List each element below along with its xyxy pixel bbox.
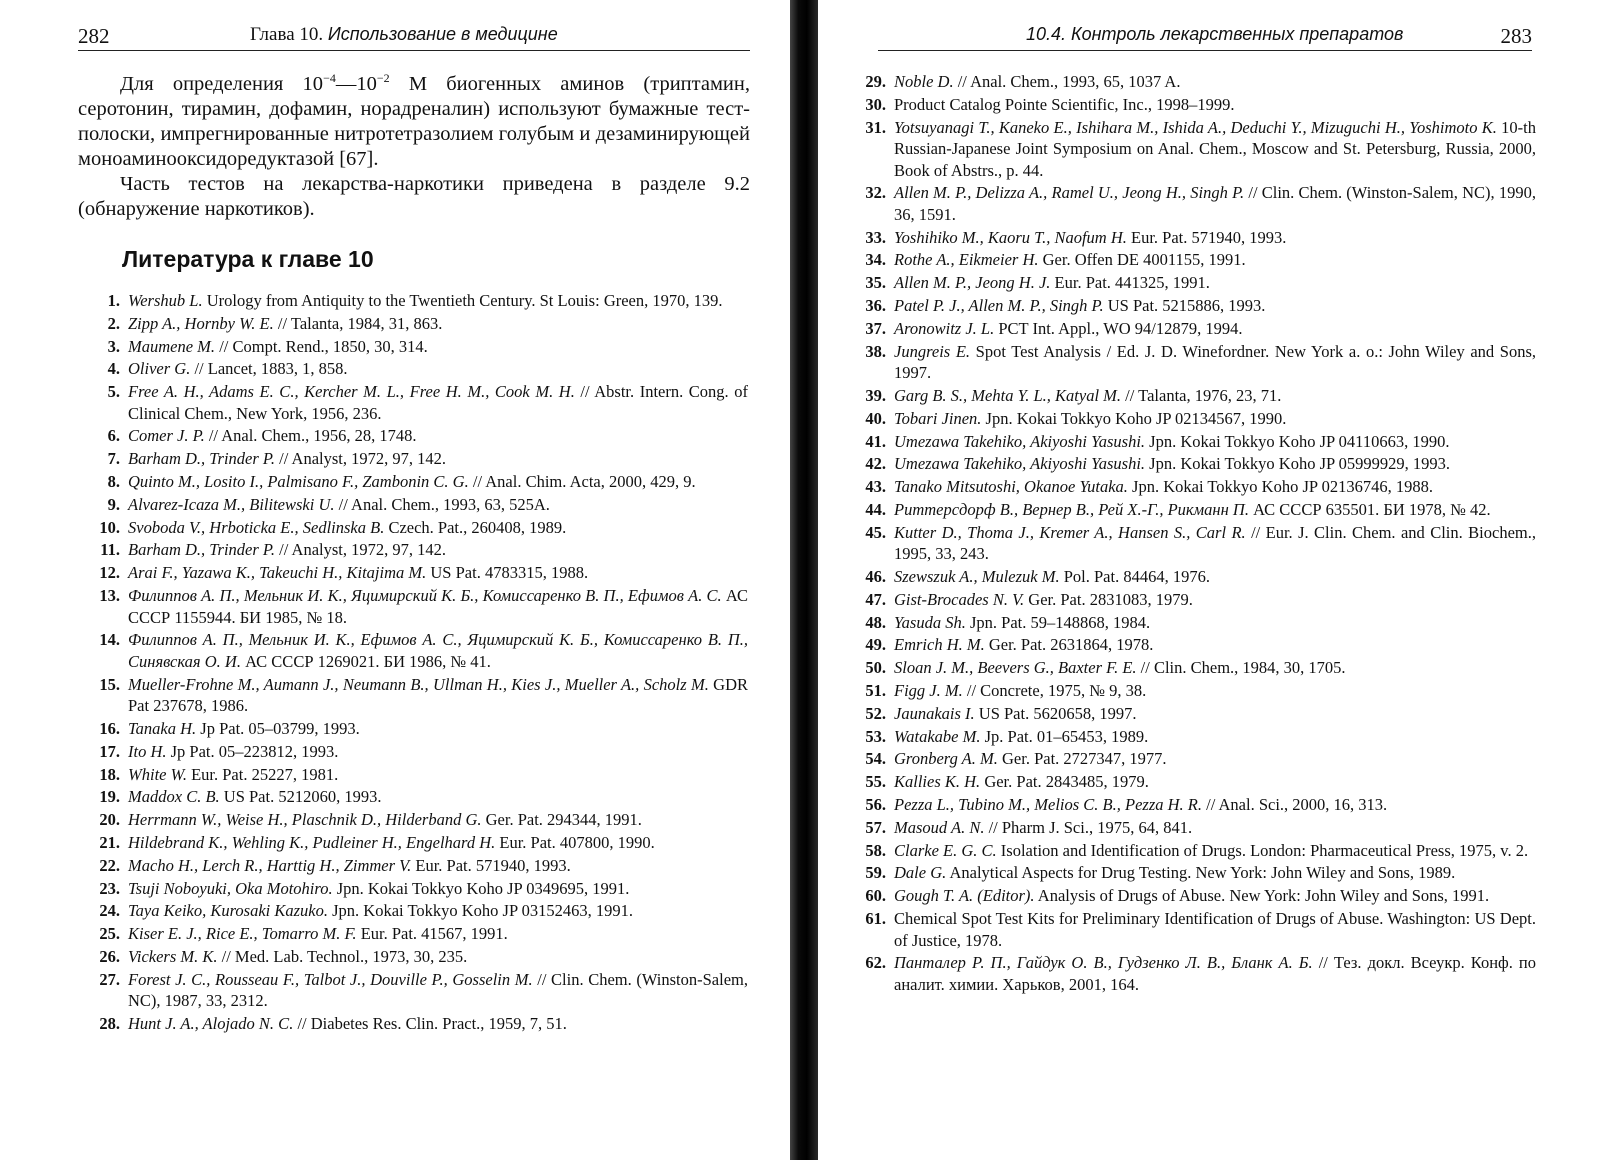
reference-text: Czech. Pat., 260408, 1989. (384, 517, 567, 537)
reference-number: 40. (865, 408, 886, 428)
reference-number: 16. (99, 718, 120, 738)
reference-item (850, 431, 1536, 453)
reference-item (850, 295, 1536, 317)
reference-number: 32. (865, 183, 886, 203)
reference-text: Jpn. Kokai Tokkyo Koho JP 05999929, 1993. (1145, 454, 1451, 474)
reference-authors: Zipp A., Hornby W. E. (128, 313, 274, 333)
reference-number: 24. (99, 901, 120, 921)
reference-number: 17. (99, 741, 120, 761)
reference-text: // Analyst, 1972, 97, 142. (275, 449, 446, 469)
reference-text: Ger. Pat. 2727347, 1977. (997, 749, 1167, 769)
reference-item (850, 657, 1536, 679)
reference-text: // Anal. Sci., 2000, 16, 313. (1202, 795, 1388, 815)
reference-number: 10. (99, 517, 120, 537)
reference-text: Urology from Antiquity to the Twentieth Century. St Louis: Green, 1970, 139. (202, 291, 723, 310)
reference-number: 20. (99, 810, 120, 830)
reference-item (84, 923, 748, 945)
book-gutter (790, 0, 818, 1160)
reference-number: 2. (107, 313, 120, 333)
reference-authors: Maumene M. (128, 336, 216, 356)
reference-number: 7. (107, 449, 120, 469)
reference-authors: Vickers M. K. (128, 946, 218, 966)
reference-item (84, 539, 748, 561)
reference-authors: Панталер Р. П., Гайдук О. В., Гудзенко Л. В., Бланк А. Б. (894, 953, 1313, 973)
reference-text: // Anal. Chem., 1956, 28, 1748. (204, 426, 417, 446)
reference-authors: Taya Keiko, Kurosaki Kazuko. (128, 901, 328, 921)
reference-number: 6. (107, 426, 120, 446)
reference-authors: Риттерсдорф В., Вернер В., Рей Х.-Г., Рикманн П. (894, 499, 1249, 519)
reference-number: 45. (865, 522, 886, 542)
reference-number: 48. (865, 612, 886, 632)
reference-authors: Tanaka H. (128, 718, 197, 738)
running-header (78, 22, 750, 51)
reference-authors: Yotsuyanagi T., Kaneko E., Ishihara M., Ishida A., Deduchi Y., Mizuguchi H., Yoshimoto K. (894, 117, 1497, 137)
reference-text: Jpn. Kokai Tokkyo Koho JP 02136746, 1988. (1127, 477, 1433, 497)
reference-text: Jpn. Pat. 59–148868, 1984. (965, 612, 1151, 632)
reference-authors: Hildebrand K., Wehling K., Pudleiner H., Engelhard H. (128, 832, 496, 852)
reference-authors: Tanako Mitsutoshi, Okanoe Yutaka. (894, 477, 1128, 497)
reference-item (84, 448, 748, 470)
reference-item (850, 589, 1536, 611)
reference-authors: Svoboda V., Hrboticka E., Sedlinska B. (128, 517, 385, 537)
reference-text: Jp Pat. 05–223812, 1993. (166, 741, 339, 761)
reference-item (84, 764, 748, 786)
reference-item (850, 227, 1536, 249)
reference-number: 34. (865, 250, 886, 270)
reference-authors: Gronberg A. M. (894, 749, 998, 769)
reference-authors: Pezza L., Tubino M., Melios C. B., Pezza H. R. (894, 795, 1202, 815)
reference-number: 9. (107, 494, 120, 514)
reference-text: Chemical Spot Test Kits for Preliminary Identification of Drugs of Abuse. Washington: US Dept. of Justice, 1978. (894, 909, 1536, 950)
reference-authors: Patel P. J., Allen M. P., Singh P. (894, 296, 1104, 316)
reference-item (84, 562, 748, 584)
reference-authors: Barham D., Trinder P. (128, 540, 276, 560)
text-run: М биогенных аминов (триптамин, серотонин, тирамин, дофамин, норадреналин) используют бумажные тест-полоски, импрегнированные нитротетразолием голубым и дезаминирующей моноаминооксидоредуктазой [67]. (78, 73, 750, 170)
reference-item (84, 494, 748, 516)
reference-text: Jpn. Kokai Tokkyo Koho JP 04110663, 1990. (1145, 431, 1450, 451)
text-run: —10 (335, 73, 377, 95)
reference-text: АС СССР 1269021. БИ 1986, № 41. (240, 651, 491, 671)
reference-text: // Talanta, 1976, 23, 71. (1121, 385, 1282, 405)
reference-text: 10-th Russian-Japanese Joint Symposium on Anal. Chem., Moscow and St. Petersburg, Russia, 2000, Book of Abstrs., p. 44. (894, 117, 1536, 180)
reference-number: 33. (865, 227, 886, 247)
reference-text: // Eur. J. Clin. Chem. and Clin. Biochem., 1995, 33, 243. (894, 522, 1536, 564)
reference-authors: Mueller-Frohne M., Aumann J., Neumann B., Ullman H., Kies J., Mueller A., Scholz M. (128, 674, 709, 694)
reference-text: // Diabetes Res. Clin. Pract., 1959, 7, 51. (293, 1014, 567, 1034)
reference-text: Eur. Pat. 441325, 1991. (1050, 273, 1210, 293)
reference-number: 3. (107, 336, 120, 356)
reference-item (84, 336, 748, 358)
reference-number: 29. (865, 72, 886, 91)
reference-text: // Concrete, 1975, № 9, 38. (962, 681, 1147, 701)
reference-item (84, 585, 748, 628)
reference-number: 27. (99, 969, 120, 989)
reference-text: Isolation and Identification of Drugs. London: Pharmaceutical Press, 1975, v. 2. (996, 840, 1529, 860)
reference-number: 1. (107, 291, 120, 310)
reference-authors: Herrmann W., Weise H., Plaschnik D., Hilderband G. (128, 810, 482, 830)
reference-item (850, 385, 1536, 407)
body-text (78, 72, 750, 222)
reference-text: АС СССР 635501. БИ 1978, № 42. (1248, 499, 1491, 519)
reference-text: Jpn. Kokai Tokkyo Koho JP 0349695, 1991. (332, 878, 630, 898)
reference-text: Pol. Pat. 84464, 1976. (1059, 567, 1210, 587)
reference-item (850, 94, 1536, 116)
reference-item (850, 182, 1536, 225)
reference-text: // Clin. Chem. (Winston-Salem, NC), 1987, 33, 2312. (128, 969, 748, 1011)
reference-item (84, 718, 748, 740)
reference-item (850, 249, 1536, 271)
reference-authors: Yasuda Sh. (894, 612, 966, 632)
page-number: 282 (78, 24, 110, 48)
reference-item (850, 341, 1536, 384)
reference-number: 18. (99, 764, 120, 784)
reference-number: 46. (865, 567, 886, 587)
reference-authors: Figg J. M. (894, 681, 963, 701)
reference-number: 31. (865, 117, 886, 137)
reference-number: 43. (865, 477, 886, 497)
reference-authors: Allen M. P., Jeong H. J. (894, 273, 1051, 293)
reference-number: 4. (107, 359, 120, 379)
reference-item (84, 1013, 748, 1035)
reference-authors: Comer J. P. (128, 426, 205, 446)
reference-text: // Compt. Rend., 1850, 30, 314. (215, 336, 428, 356)
running-head (250, 24, 558, 46)
chapter-heading: Литература к главе 10 (122, 246, 374, 272)
text-run: Для определения 10 (120, 73, 324, 95)
reference-authors: Jungreis E. (894, 341, 971, 361)
reference-item (850, 272, 1536, 294)
reference-item (84, 946, 748, 968)
reference-item (84, 425, 748, 447)
reference-text: Spot Test Analysis / Ed. J. D. Winefordner. New York a. o.: John Wiley and Sons, 1997. (894, 341, 1536, 383)
reference-item (84, 809, 748, 831)
page-number: 283 (1500, 24, 1532, 48)
reference-authors: Oliver G. (128, 359, 191, 379)
reference-text: // Clin. Chem. (Winston-Salem, NC), 1990, 36, 1591. (894, 183, 1536, 224)
reference-item (84, 358, 748, 380)
reference-text: Eur. Pat. 571940, 1993. (411, 855, 571, 875)
reference-item (84, 629, 748, 672)
reference-authors: Allen M. P., Delizza A., Ramel U., Jeong H., Singh P. (894, 183, 1245, 203)
reference-number: 23. (99, 878, 120, 898)
reference-item (850, 612, 1536, 634)
reference-number: 8. (107, 472, 120, 492)
reference-authors: Quinto M., Losito I., Palmisano F., Zambonin C. G. (128, 472, 469, 492)
reference-number: 5. (107, 382, 120, 402)
reference-number: 54. (865, 749, 886, 769)
reference-authors: Forest J. C., Rousseau F., Talbot J., Douville P., Gosselin M. (128, 969, 533, 989)
reference-item (84, 786, 748, 808)
reference-item (84, 381, 748, 424)
reference-text: // Lancet, 1883, 1, 858. (190, 359, 348, 379)
reference-number: 38. (865, 341, 886, 361)
reference-authors: Umezawa Takehiko, Akiyoshi Yasushi. (894, 454, 1146, 474)
reference-authors: Aronowitz J. L. (894, 318, 995, 338)
exponent: −4 (323, 71, 336, 86)
reference-text: US Pat. 5212060, 1993. (219, 787, 382, 807)
reference-item (850, 71, 1536, 93)
paragraph (78, 72, 750, 172)
reference-authors: Kutter D., Thoma J., Kremer A., Hansen S., Carl R. (894, 522, 1246, 542)
reference-number: 12. (99, 563, 120, 583)
reference-number: 55. (865, 772, 886, 792)
reference-text: US Pat. 4783315, 1988. (426, 563, 589, 583)
reference-item (84, 855, 748, 877)
reference-item (850, 840, 1536, 862)
reference-number: 14. (99, 630, 120, 650)
reference-authors: Rothe A., Eikmeier H. (894, 250, 1039, 270)
reference-authors: Masoud A. N. (894, 817, 985, 837)
reference-text: // Analyst, 1972, 97, 142. (275, 540, 446, 560)
reference-text: Ger. Offen DE 4001155, 1991. (1038, 250, 1246, 270)
reference-item (850, 794, 1536, 816)
reference-authors: Kiser E. J., Rice E., Tomarro M. F. (128, 924, 357, 944)
reference-item (84, 969, 748, 1012)
reference-authors: Gough T. A. (Editor). (894, 886, 1035, 906)
reference-item (850, 318, 1536, 340)
reference-text: // Pharm J. Sci., 1975, 64, 841. (984, 817, 1193, 837)
reference-text: US Pat. 5620658, 1997. (974, 703, 1137, 723)
right-page (818, 0, 1600, 1160)
reference-authors: White W. (128, 764, 187, 784)
reference-authors: Gist-Brocades N. V. (894, 589, 1025, 609)
reference-number: 57. (865, 817, 886, 837)
reference-text: Jpn. Kokai Tokkyo Koho JP 02134567, 1990. (981, 408, 1287, 428)
reference-text: Ger. Pat. 2631864, 1978. (984, 635, 1154, 655)
reference-text: // Clin. Chem., 1984, 30, 1705. (1136, 658, 1346, 678)
exponent: −2 (376, 71, 390, 86)
reference-authors: Barham D., Trinder P. (128, 449, 276, 469)
reference-number: 28. (99, 1014, 120, 1034)
reference-item (850, 862, 1536, 884)
reference-item (850, 453, 1536, 475)
left-page (0, 0, 790, 1160)
reference-authors: Филиппов А. П., Мельник И. К., Яцимирский К. Б., Комиссаренко В. П., Ефимов А. С. (128, 586, 722, 606)
reference-text: Ger. Pat. 2843485, 1979. (980, 772, 1149, 792)
reference-authors: Maddox C. B. (128, 787, 220, 807)
reference-text: Eur. Pat. 41567, 1991. (356, 924, 508, 944)
reference-authors: Kallies K. H. (894, 772, 981, 792)
reference-item (850, 680, 1536, 702)
reference-number: 15. (99, 674, 120, 694)
reference-authors: Free A. H., Adams E. C., Kercher M. L., Free H. M., Cook M. H. (128, 382, 575, 402)
reference-number: 52. (865, 703, 886, 723)
reference-authors: Noble D. (894, 72, 954, 91)
reference-number: 13. (99, 586, 120, 606)
reference-number: 25. (99, 924, 120, 944)
reference-item (850, 885, 1536, 907)
reference-number: 47. (865, 589, 886, 609)
reference-authors: Umezawa Takehiko, Akiyoshi Yasushi. (894, 431, 1146, 451)
reference-text: // Anal. Chem., 1993, 65, 1037 A. (953, 72, 1181, 91)
reference-authors: Yoshihiko M., Kaoru T., Naofum H. (894, 227, 1127, 247)
reference-text: Analysis of Drugs of Abuse. New York: John Wiley and Sons, 1991. (1034, 886, 1490, 906)
running-head-prefix: Глава 10. (250, 24, 324, 45)
reference-item (84, 832, 748, 854)
reference-number: 35. (865, 273, 886, 293)
reference-list (84, 290, 748, 1036)
reference-text: Eur. Pat. 407800, 1990. (495, 832, 655, 852)
reference-text: Jpn. Kokai Tokkyo Koho JP 03152463, 1991. (328, 901, 634, 921)
reference-number: 53. (865, 726, 886, 746)
reference-item (84, 900, 748, 922)
reference-item (850, 117, 1536, 182)
reference-number: 37. (865, 318, 886, 338)
reference-item (850, 817, 1536, 839)
running-head-title: Использование в медицине (327, 24, 558, 44)
reference-authors: Филиппов А. П., Мельник И. К., Ефимов А. С., Яцимирский К. Б., Комиссаренко В. П., Синявская О. И. (128, 630, 748, 671)
reference-text: Eur. Pat. 571940, 1993. (1126, 227, 1287, 247)
reference-number: 42. (865, 454, 886, 474)
reference-number: 59. (865, 863, 886, 883)
reference-item (84, 313, 748, 335)
reference-number: 41. (865, 431, 886, 451)
reference-authors: Hunt J. A., Alojado N. C. (128, 1014, 294, 1034)
reference-text: // Talanta, 1984, 31, 863. (273, 313, 443, 333)
reference-number: 36. (865, 296, 886, 316)
reference-text: Eur. Pat. 25227, 1981. (186, 764, 339, 784)
reference-item (850, 566, 1536, 588)
reference-text: Product Catalog Pointe Scientific, Inc., 1998–1999. (894, 94, 1235, 114)
reference-authors: Dale G. (894, 863, 947, 883)
reference-item (84, 741, 748, 763)
reference-number: 39. (865, 385, 886, 405)
reference-number: 11. (100, 540, 120, 560)
running-head-title: 10.4. Контроль лекарственных препаратов (1026, 24, 1404, 44)
reference-text: US Pat. 5215886, 1993. (1103, 296, 1266, 316)
reference-text: PCT Int. Appl., WO 94/12879, 1994. (994, 318, 1243, 338)
reference-text: Jp. Pat. 01–65453, 1989. (980, 726, 1149, 746)
reference-text: // Med. Lab. Technol., 1973, 30, 235. (217, 946, 468, 966)
reference-item (84, 471, 748, 493)
reference-item (850, 703, 1536, 725)
reference-item (850, 748, 1536, 770)
reference-text: // Anal. Chim. Acta, 2000, 429, 9. (468, 472, 696, 492)
reference-number: 50. (865, 658, 886, 678)
reference-authors: Arai F., Yazawa K., Takeuchi H., Kitajima M. (128, 563, 427, 583)
reference-authors: Watakabe M. (894, 726, 981, 746)
reference-list (850, 71, 1536, 997)
reference-text: // Тез. докл. Всеукр. Конф. по аналит. химии. Харьков, 2001, 164. (894, 953, 1536, 994)
reference-item (84, 517, 748, 539)
reference-text: GDR Pat 237678, 1986. (128, 674, 748, 716)
reference-item (850, 476, 1536, 498)
reference-number: 60. (865, 886, 886, 906)
reference-number: 19. (99, 787, 120, 807)
reference-item (84, 878, 748, 900)
reference-number: 62. (865, 953, 886, 973)
reference-item (850, 522, 1536, 565)
reference-text: Ger. Pat. 2831083, 1979. (1024, 589, 1193, 609)
reference-text: АС СССР 1155944. БИ 1985, № 18. (128, 586, 748, 627)
reference-authors: Macho H., Lerch R., Harttig H., Zimmer V. (128, 855, 412, 875)
reference-authors: Clarke E. G. C. (894, 840, 997, 860)
reference-number: 51. (865, 681, 886, 701)
reference-authors: Tobari Jinen. (894, 408, 982, 428)
reference-text: Analytical Aspects for Drug Testing. New York: John Wiley and Sons, 1989. (946, 863, 1456, 883)
reference-number: 21. (99, 832, 120, 852)
reference-number: 26. (99, 946, 120, 966)
reference-item (850, 952, 1536, 995)
reference-item (850, 408, 1536, 430)
reference-authors: Ito H. (128, 741, 167, 761)
reference-item (850, 771, 1536, 793)
reference-text: // Abstr. Intern. Cong. of Clinical Chem., New York, 1956, 236. (128, 382, 748, 423)
reference-authors: Wershub L. (128, 291, 203, 310)
reference-authors: Szewszuk A., Mulezuk M. (894, 567, 1060, 587)
reference-text: // Anal. Chem., 1993, 63, 525A. (334, 494, 550, 514)
reference-item (850, 726, 1536, 748)
reference-authors: Jaunakais I. (894, 703, 975, 723)
reference-text: Jp Pat. 05–03799, 1993. (196, 718, 360, 738)
reference-item (84, 290, 748, 312)
reference-number: 61. (865, 909, 886, 928)
reference-item (850, 499, 1536, 521)
reference-number: 22. (99, 855, 120, 875)
running-header (878, 22, 1532, 51)
paragraph: Часть тестов на лекарства-наркотики приведена в разделе 9.2 (обнаружение наркотиков). (78, 173, 750, 220)
reference-authors: Garg B. S., Mehta Y. L., Katyal M. (894, 385, 1122, 405)
reference-number: 58. (865, 840, 886, 860)
reference-authors: Tsuji Noboyuki, Oka Motohiro. (128, 878, 333, 898)
reference-authors: Sloan J. M., Beevers G., Baxter F. E. (894, 658, 1137, 678)
reference-number: 49. (865, 635, 886, 655)
reference-item (850, 634, 1536, 656)
reference-number: 44. (865, 499, 886, 519)
reference-text: Ger. Pat. 294344, 1991. (481, 810, 642, 830)
reference-number: 56. (865, 795, 886, 815)
reference-authors: Emrich H. M. (894, 635, 985, 655)
reference-item (84, 674, 748, 717)
reference-item (850, 908, 1536, 951)
reference-number: 30. (865, 94, 886, 114)
reference-authors: Alvarez-Icaza M., Bilitewski U. (128, 494, 335, 514)
